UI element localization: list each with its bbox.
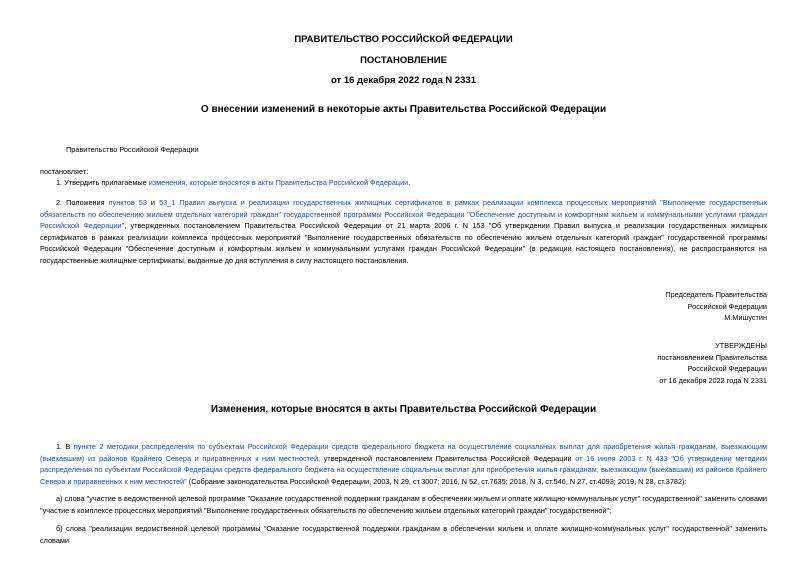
intro-decrees: постановляет: (40, 167, 89, 176)
changes-title: Изменения, которые вносятся в акты Правительства Российской Федерации (210, 404, 597, 415)
changes-link[interactable]: изменения, которые вносятся в акты Правительства Российской Федерации (148, 178, 409, 187)
document-type: ПОСТАНОВЛЕНИЕ (360, 55, 447, 66)
item-2-prefix: 2. Положения (56, 198, 109, 207)
decree-433-link[interactable]: от 16 июля 2003 г. N 433 "Об утверждении методики распределения по субъектам Российской Федерации средств федерального бюджета на осуществление социальных выплат для приобретения жилья гражданам, выезжающим (выехавшим) из районов Крайнего Севера и приравненных к ним местностей" (40, 453, 767, 486)
item-2 (40, 197, 767, 266)
item-1-prefix: 1. Утвердить прилагаемые (56, 178, 149, 187)
change-1-suffix: (Собрание законодательства Российской Федерации, 2003, N 29, ст.3007; 2016, N 52, ст.7635; 2018, N 3, ст.546, N 27, ст.4093; 2019, N 28, ст.3782): (186, 476, 687, 486)
rules-link[interactable]: Правил выпуска и реализации государственных жилищных сертификатов в рамках реализации комплекса процессных мероприятий "Выполнение государственных обязательств по обеспечению жильем отдельных категорий граждан" государственной программы Российской Федерации "Обеспечение доступным и комфортным жильем и коммунальными услугами граждан Российской Федерации" (40, 198, 767, 230)
intro-government: Правительство Российской Федерации (66, 145, 199, 154)
point-53-link[interactable]: пунктов 53 (108, 198, 147, 207)
item-1 (56, 177, 410, 189)
approved-block (657, 340, 767, 386)
approved-by: постановлением Правительства (657, 352, 767, 362)
change-a: а) слова "участие в ведомственной целевой программе "Оказание государственной поддержки гражданам в обеспечении жильем и оплате жилищно-коммунальных услуг" государственной" заменить словами "участие в комплексе процессных мероприятий "Выполнение государственных обязательств по обеспечению жильем отдельных категорий граждан" государственной"; (40, 494, 767, 515)
item-2-suffix: (в редакции настоящего постановления), не распространяются на государственные жилищные сертификаты, выданные до дня вступления в силу настоящего постановления. (40, 244, 767, 265)
document-date: от 16 декабря 2022 года N 2331 (330, 75, 476, 86)
item-1-suffix: . (408, 178, 411, 187)
approved-date: от 16 декабря 2022 года N 2331 (659, 375, 767, 385)
signature-name: М.Мишустин (724, 313, 767, 323)
change-1 (40, 441, 767, 487)
change-b: б) слова "реализации ведомственной целевой программы "Оказание государственной поддержки гражданам в обеспечении жильем и оплате жилищно-коммунальных услуг" государственной" заменить словами (40, 524, 767, 545)
document-title: О внесении изменений в некоторые акты Правительства Российской Федерации (200, 104, 607, 115)
change-1-mid: , утвержденной постановлением Правительства Российской Федерации (318, 453, 576, 463)
approved-country: Российской Федерации (687, 364, 767, 374)
point-53-1-link[interactable]: 53_1 (159, 198, 176, 207)
signature-title: Председатель Правительства (665, 290, 767, 299)
item-2-mid: , утвержденных постановлением Правительства Российской Федерации от 21 марта 2006 г. N 153 "Об утверждении Правил выпуска и реализации государственных жилищных сертификатов в рамках реализации комплекса процессных мероприятий "Выполнение государственных обязательств по обеспечению жильем отдельных категорий граждан" государственной программы Российской Федерации "Обеспечение доступным и комфортным жильем и коммунальными услугами граждан Российской Федерации" (40, 221, 767, 253)
government-header: ПРАВИТЕЛЬСТВО РОССИЙСКОЙ ФЕДЕРАЦИИ (294, 34, 513, 45)
approved-label: УТВЕРЖДЕНЫ (715, 341, 767, 350)
signature-country: Российской Федерации (687, 301, 767, 311)
methodology-point-link[interactable]: пункте 2 методики распределения по субъектам Российской Федерации средств федерального бюджета на осуществление социальных выплат для приобретения жилья гражданам, выезжающим (выехавшим) из районов Крайнего Севера и приравненных к ним местностей (40, 442, 767, 463)
item-2-and: и (146, 198, 160, 207)
signature-block (665, 289, 767, 324)
change-1-prefix: 1. В (56, 442, 74, 451)
